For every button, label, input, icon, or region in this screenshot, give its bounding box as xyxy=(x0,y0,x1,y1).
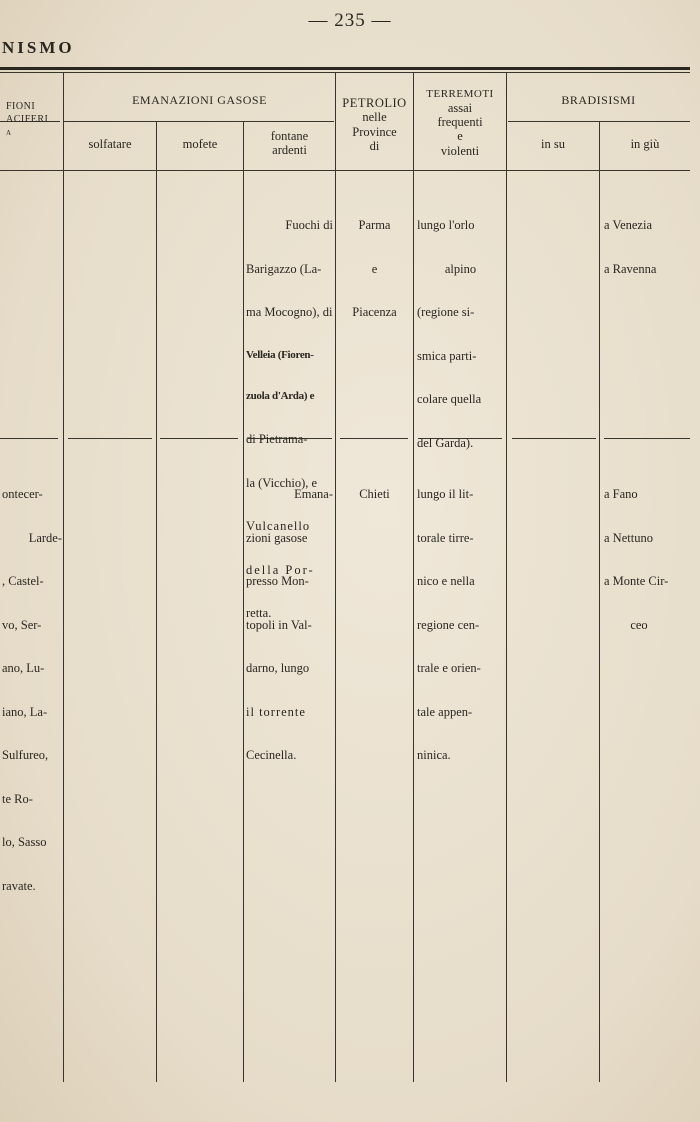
running-head: NISMO xyxy=(2,38,75,57)
column-line xyxy=(156,121,157,1082)
row-separator xyxy=(0,438,58,439)
header-in-su: in su xyxy=(541,137,565,151)
header-emanazioni-gasose: EMANAZIONI GASOSE xyxy=(132,93,267,107)
header-terremoti: TERREMOTI assai frequenti e violenti xyxy=(426,88,494,158)
column-line xyxy=(243,121,244,1082)
row1-terremoti: lungo l'orlo alpino (regione si- smica parti- colare quella del Garda). xyxy=(417,218,482,450)
header-solfatare: solfatare xyxy=(88,137,132,151)
header-fontane-ardenti: fontane ardenti xyxy=(270,129,309,158)
top-rule-thin xyxy=(0,72,690,73)
row-separator xyxy=(68,438,152,439)
row-separator xyxy=(604,438,690,439)
row2-terremoti: lungo il lit- torale tirre- nico e nella regione cen- trale e orien- tale appen- ninica. xyxy=(417,487,481,762)
column-line xyxy=(506,72,507,1082)
row1-in-giu: a Venezia a Ravenna xyxy=(604,218,657,276)
row1-fontane-ardenti: Fuochi di Barigazzo (La- ma Mocogno), di Velleia (Fioren- zuola d'Arda) e di Pietrama- la (Vicchio), e Vulcanello della Por- retta. xyxy=(246,218,333,620)
header-mofete: mofete xyxy=(182,137,218,151)
row1-petrolio: Parma e Piacenza xyxy=(352,218,397,319)
subheader-rule-emanazioni xyxy=(64,121,334,122)
column-line xyxy=(599,121,600,1082)
row-separator xyxy=(160,438,238,439)
row2-in-giu: a Fano a Nettuno a Monte Cir- ceo xyxy=(604,487,669,632)
row2-col0: ontecer- Larde- , Castel- vo, Ser- ano, Lu- iano, La- Sulfureo, te Ro- lo, Sasso ravate. xyxy=(2,487,62,893)
row2-petrolio: Chieti xyxy=(359,487,390,501)
row2-fontane-ardenti: Emana- zioni gasose presso Mon- topoli in Val- darno, lungo il torrente Cecinella. xyxy=(246,487,333,762)
header-in-giu: in giù xyxy=(630,137,660,151)
header-bottom-rule xyxy=(0,170,690,171)
header-petrolio: PETROLIO nelle Province di xyxy=(342,96,407,154)
row-separator xyxy=(512,438,596,439)
top-rule-thick xyxy=(0,67,690,70)
header-col0: FIONI ACIFERI a xyxy=(6,101,49,138)
row-separator xyxy=(340,438,408,439)
column-line xyxy=(413,72,414,1082)
header-bradisismi: BRADISISMI xyxy=(561,93,636,107)
column-line xyxy=(63,72,64,1082)
page-number: — 235 — xyxy=(308,10,392,31)
